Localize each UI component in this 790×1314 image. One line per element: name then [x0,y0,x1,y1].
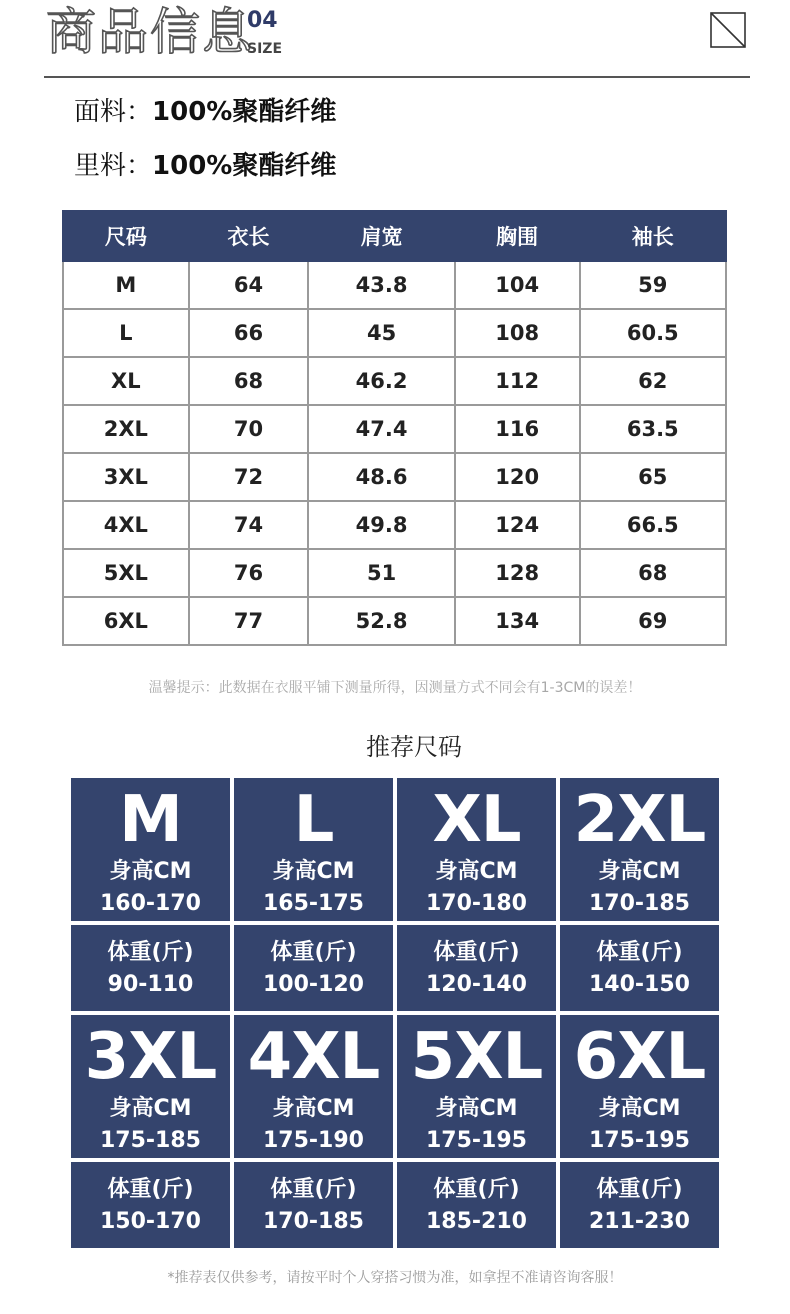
header-cell: 肩宽 [308,211,454,261]
height-label: 身高CM [272,859,355,884]
measurement-tip: 温馨提示：此数据在衣服平铺下测量所得，因测量方式不同会有1-3CM的误差！ [148,680,642,696]
weight-range: 100-120 [263,972,364,997]
height-range: 160-170 [100,891,201,916]
size-code: 3XL [84,1020,217,1094]
table-cell: 2XL [63,405,189,453]
table-cell: 45 [308,309,454,357]
table-cell: XL [63,357,189,405]
outer-fabric-value: 100%聚酯纤维 [152,97,337,127]
table-cell: 51 [308,549,454,597]
height-label: 身高CM [435,1096,518,1121]
table-row [63,309,726,357]
table-cell: 70 [189,405,309,453]
height-label: 身高CM [598,859,681,884]
table-cell: 59 [580,261,726,309]
lining-fabric-value: 100%聚酯纤维 [152,151,337,181]
size-weight-tile [71,925,230,1011]
size-weight-tile [71,1162,230,1248]
table-cell: 49.8 [308,501,454,549]
lining-fabric-label: 里料： [74,151,153,181]
weight-label: 体重(斤) [596,940,683,965]
size-height-tile [71,778,230,921]
height-range: 170-185 [589,891,690,916]
table-cell: 63.5 [580,405,726,453]
height-range: 165-175 [263,891,364,916]
section-subtitle: SIZE [247,41,283,57]
weight-range: 170-185 [263,1209,364,1234]
table-cell: 112 [455,357,580,405]
table-row [63,261,726,309]
table-cell: 77 [189,597,309,645]
table-cell: 66.5 [580,501,726,549]
table-cell: 64 [189,261,309,309]
size-height-tile [397,1015,556,1158]
table-cell: 65 [580,453,726,501]
table-cell: 6XL [63,597,189,645]
table-cell: L [63,309,189,357]
size-height-tile [397,778,556,921]
size-code: 2XL [573,783,706,857]
weight-range: 90-110 [107,972,194,997]
table-cell: 74 [189,501,309,549]
table-cell: 3XL [63,453,189,501]
table-row [63,501,726,549]
size-weight-tile [560,925,719,1011]
section-number: 04 [247,8,278,33]
lining-fabric [74,149,336,183]
weight-label: 体重(斤) [270,1177,357,1202]
table-cell: 108 [455,309,580,357]
table-cell: 68 [189,357,309,405]
size-table-header [63,211,726,261]
size-code: L [293,783,334,857]
table-cell: 62 [580,357,726,405]
table-row [63,357,726,405]
weight-label: 体重(斤) [107,940,194,965]
weight-range: 140-150 [589,972,690,997]
weight-range: 211-230 [589,1209,690,1234]
height-label: 身高CM [435,859,518,884]
header-cell: 衣长 [189,211,309,261]
height-range: 175-190 [263,1128,364,1153]
weight-label: 体重(斤) [433,940,520,965]
size-code: XL [432,783,521,857]
size-height-tile [234,778,393,921]
recommend-title: 推荐尺码 [366,733,462,761]
weight-label: 体重(斤) [270,940,357,965]
table-cell: 60.5 [580,309,726,357]
height-label: 身高CM [109,1096,192,1121]
table-cell: 52.8 [308,597,454,645]
size-weight-tile [397,1162,556,1248]
size-code: 5XL [410,1020,543,1094]
table-row [63,453,726,501]
diagonal-box-icon [710,12,746,48]
size-code: 4XL [247,1020,380,1094]
size-weight-tile [560,1162,719,1248]
table-cell: 43.8 [308,261,454,309]
size-weight-tile [397,925,556,1011]
table-cell: 48.6 [308,453,454,501]
section-title: 商品信息 [46,3,254,61]
size-weight-tile [234,1162,393,1248]
weight-label: 体重(斤) [433,1177,520,1202]
weight-label: 体重(斤) [107,1177,194,1202]
height-range: 175-195 [589,1128,690,1153]
size-height-tile [234,1015,393,1158]
size-code: M [119,783,182,857]
table-cell: 4XL [63,501,189,549]
height-label: 身高CM [272,1096,355,1121]
table-row [63,405,726,453]
table-cell: 128 [455,549,580,597]
outer-fabric-label: 面料： [74,97,153,127]
weight-range: 185-210 [426,1209,527,1234]
height-label: 身高CM [598,1096,681,1121]
table-row [63,549,726,597]
table-cell: 120 [455,453,580,501]
size-table [62,210,727,646]
header-cell: 袖长 [580,211,726,261]
size-height-tile [71,1015,230,1158]
table-cell: 134 [455,597,580,645]
header-cell: 胸围 [455,211,580,261]
table-cell: 46.2 [308,357,454,405]
weight-label: 体重(斤) [596,1177,683,1202]
table-cell: M [63,261,189,309]
height-range: 175-185 [100,1128,201,1153]
table-row [63,597,726,645]
table-cell: 116 [455,405,580,453]
table-cell: 47.4 [308,405,454,453]
table-cell: 104 [455,261,580,309]
height-range: 170-180 [426,891,527,916]
weight-range: 150-170 [100,1209,201,1234]
height-label: 身高CM [109,859,192,884]
size-height-tile [560,778,719,921]
table-cell: 124 [455,501,580,549]
section-header [44,0,750,78]
table-cell: 68 [580,549,726,597]
size-height-tile [560,1015,719,1158]
table-cell: 5XL [63,549,189,597]
weight-range: 120-140 [426,972,527,997]
table-cell: 72 [189,453,309,501]
outer-fabric [74,95,336,129]
header-cell: 尺码 [63,211,189,261]
table-cell: 66 [189,309,309,357]
size-code: 6XL [573,1020,706,1094]
height-range: 175-195 [426,1128,527,1153]
table-cell: 69 [580,597,726,645]
footnote: *推荐表仅供参考，请按平时个人穿搭习惯为准，如拿捏不准请咨询客服！ [167,1270,623,1286]
table-cell: 76 [189,549,309,597]
size-weight-tile [234,925,393,1011]
